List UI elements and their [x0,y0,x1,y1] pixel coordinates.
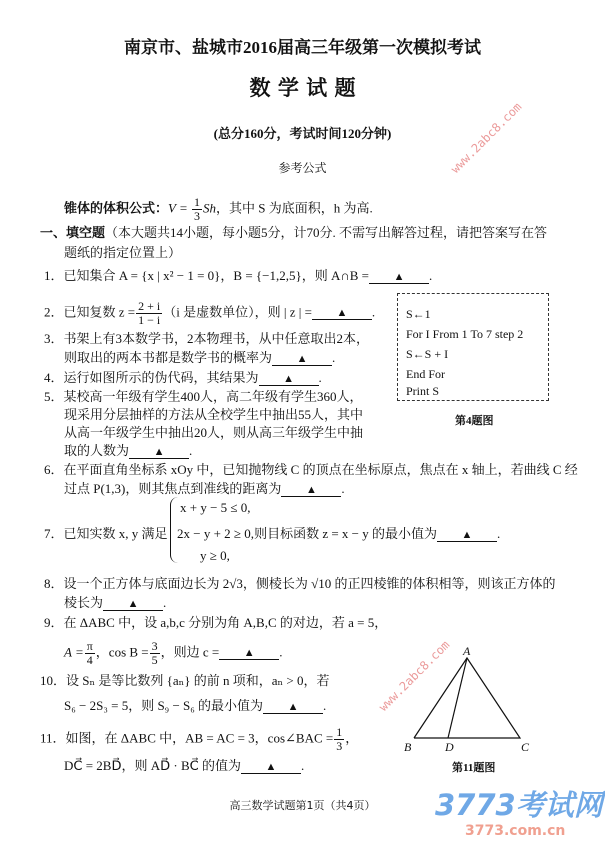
answer-blank: ▲ [272,353,332,366]
watermark-site: www.2abc8.com [448,99,525,176]
question-3 [44,331,369,347]
answer-blank: ▲ [437,529,497,542]
q-text: ，则边 c = [160,644,220,660]
constraint-3: y ≥ 0, [200,548,230,563]
pseudocode-box [397,293,549,401]
question-5 [44,389,363,405]
figure-11-caption: 第11题图 [452,762,496,774]
question-6 [44,462,578,478]
q-text: 书架上有3本数学书，2本物理书，从中任意取出2本， [63,331,370,346]
code-line: For I From 1 To 7 step 2 [406,327,524,341]
question-5-cont: 现采用分层抽样的方法从全校学生中抽出55人，其中 [64,407,364,422]
question-11-cont: DC⃗ = 2BD⃗，则 AD⃗ · BC⃗ 的值为 ▲ . [64,758,305,773]
question-3-cont: 则取出的两本书都是数学书的概率为 ▲ . [64,350,336,365]
q-text: 已知复数 z = [63,304,136,320]
num: 1 [194,195,200,209]
question-6-cont: 过点 P(1,3)，则其焦点到准线的距离为 ▲ . [64,481,345,496]
q-text: DC⃗ = 2BD⃗，则 AD⃗ · BC⃗ 的值为 [64,758,241,773]
question-11 [40,726,358,753]
answer-blank: ▲ [312,307,372,320]
cone-formula [64,196,373,223]
exam-info: (总分160分，考试时间120分钟) [213,126,392,141]
q-text: ， [345,730,359,746]
q-text: 过点 P(1,3)，则其焦点到准线的距离为 [64,481,282,496]
q-text: 设 Sₙ 是等比数列 {aₙ} 的前 n 项和，aₙ > 0，若 [66,673,330,688]
q-text: 则目标函数 z = x − y 的最小值为 [254,526,437,541]
q-number: 6． [44,462,64,477]
fraction [85,640,95,667]
formula-suffix: ，其中 S 为底面积，h 为高. [216,200,373,216]
fraction [334,726,344,753]
constraint-1: x + y − 5 ≤ 0, [180,500,251,515]
num: π [86,639,93,653]
question-9-cont: A = $\frac{\pi}{4}$ ，cos B = $\frac{3}{5}$ ，则边 c = ▲ . [64,639,283,667]
constraint-2: 2x − y + 2 ≥ 0, [177,526,255,541]
fraction [150,640,160,667]
question-10 [40,673,329,689]
num: 3 [151,639,158,653]
fraction [192,196,202,223]
label-b: B [404,740,412,754]
question-7-cont: 2x − y + 2 ≥ 0,则目标函数 z = x − y 的最小值为 ▲ . [177,526,501,541]
label-c: C [521,740,530,754]
question-8-cont: 棱长为 ▲ . [64,595,167,610]
den: 4 [86,653,93,667]
question-4: 4．运行如图所示的伪代码，其结果为 ▲ . [44,370,322,385]
q-text: 如图，在 ΔABC 中，AB = AC = 3，cos∠BAC = [65,730,334,746]
q-text: 设一个正方体与底面边长为 2√3，侧棱长为 √10 的正四棱锥的体积相等，则该正方体的 [63,576,556,591]
num: 2 + i [138,299,161,313]
code-line: Print S [406,384,440,398]
q-number: 5． [44,389,64,404]
question-10-cont: S₆ − 2S₃ = 5，则 S₉ − S₆ 的最小值为 ▲ . [64,698,327,713]
q-text: 棱长为 [64,595,104,610]
question-1: 1．已知集合 A = {x | x² − 1 = 0}，B = {−1,2,5}，则 A∩B = ▲ . [44,268,433,283]
q-text: 某校高一年级有学生400人，高二年级有学生360人， [63,389,363,404]
answer-blank: ▲ [369,271,429,284]
watermark-site: www.2abc8.com [376,637,453,714]
formula-sh: Sh [203,200,216,216]
code-line: S←S + I [406,347,449,361]
section-heading [40,225,547,241]
q-text: （i 是虚数单位），则 | z | = [163,304,312,320]
q-number: 3． [44,331,64,346]
answer-blank: ▲ [259,373,319,386]
logo-3773: 3773考试网 [435,788,603,822]
question-7 [44,526,168,542]
q-number: 2． [44,304,64,320]
formula-v: V = [168,200,191,216]
section-title: 一、填空题 [40,225,106,240]
code-line: S←1 [406,307,431,321]
den: 3 [336,739,343,753]
question-5-cont: 从高一年级学生中抽出20人，则从高三年级学生中抽 [64,425,364,440]
q-text: 已知集合 A = {x | x² − 1 = 0}，B = {−1,2,5}，则 A∩B = [63,268,370,283]
code-line: End For [406,367,445,381]
q-number: 11． [40,730,66,746]
q-text: A = [64,644,84,660]
q-number: 9． [44,615,64,630]
label-a: A [463,644,471,658]
q-number: 4． [44,370,64,385]
num: 1 [336,725,343,739]
q-number: 7． [44,526,64,541]
q-text: ，cos B = [95,644,149,660]
label-d: D [445,740,454,754]
question-9 [44,615,387,631]
q-number: 10． [40,673,67,688]
den: 5 [151,653,158,667]
answer-blank: ▲ [281,484,341,497]
section-desc: （本大题共14小题，每小题5分，计70分. 不需写出解答过程，请把答案写在答 [105,225,548,240]
question-5-end: 取的人数为 ▲ . [64,443,193,458]
reference-heading: 参考公式 [278,161,327,175]
q-number: 1． [44,268,64,283]
section-desc-cont: 题纸的指定位置上） [64,245,182,260]
den: 3 [194,209,200,223]
q-text: 则取出的两本书都是数学书的概率为 [64,350,273,365]
question-2: 2．已知复数 z = $\frac{2 + i}{1 - i}$ （i 是虚数单位），则 | z | = ▲ . [44,299,376,327]
q-number: 8． [44,576,64,591]
answer-blank: ▲ [241,761,301,774]
q-text: 在平面直角坐标系 xOy 中，已知抛物线 C 的顶点在坐标原点，焦点在 x 轴上，若曲线 C 经 [63,462,578,477]
den: 1 − i [138,313,161,327]
figure-4-caption: 第4题图 [455,415,494,427]
exam-title: 南京市、盐城市2016届高三年级第一次模拟考试 [124,38,481,57]
answer-blank: ▲ [263,701,323,714]
fraction [136,300,162,327]
q-text: 在 ΔABC 中，设 a,b,c 分别为角 A,B,C 的对边，若 a = 5， [63,615,388,630]
page-footer: 高三数学试题第1页（共4页） [229,799,376,812]
logo-url: 3773.com.cn [465,823,566,839]
q-text: 运行如图所示的伪代码，其结果为 [63,370,259,385]
question-8 [44,576,556,592]
q-text: S₆ − 2S₃ = 5，则 S₉ − S₆ 的最小值为 [64,698,264,713]
answer-blank: ▲ [129,446,189,459]
subject-title: 数 学 试 题 [249,76,356,100]
formula-label: 锥体的体积公式： [64,200,169,216]
answer-blank: ▲ [219,647,279,660]
q-text: 已知实数 x, y 满足 [63,526,168,541]
segment-ad [448,658,467,738]
q-text: 取的人数为 [64,443,130,458]
answer-blank: ▲ [103,598,163,611]
